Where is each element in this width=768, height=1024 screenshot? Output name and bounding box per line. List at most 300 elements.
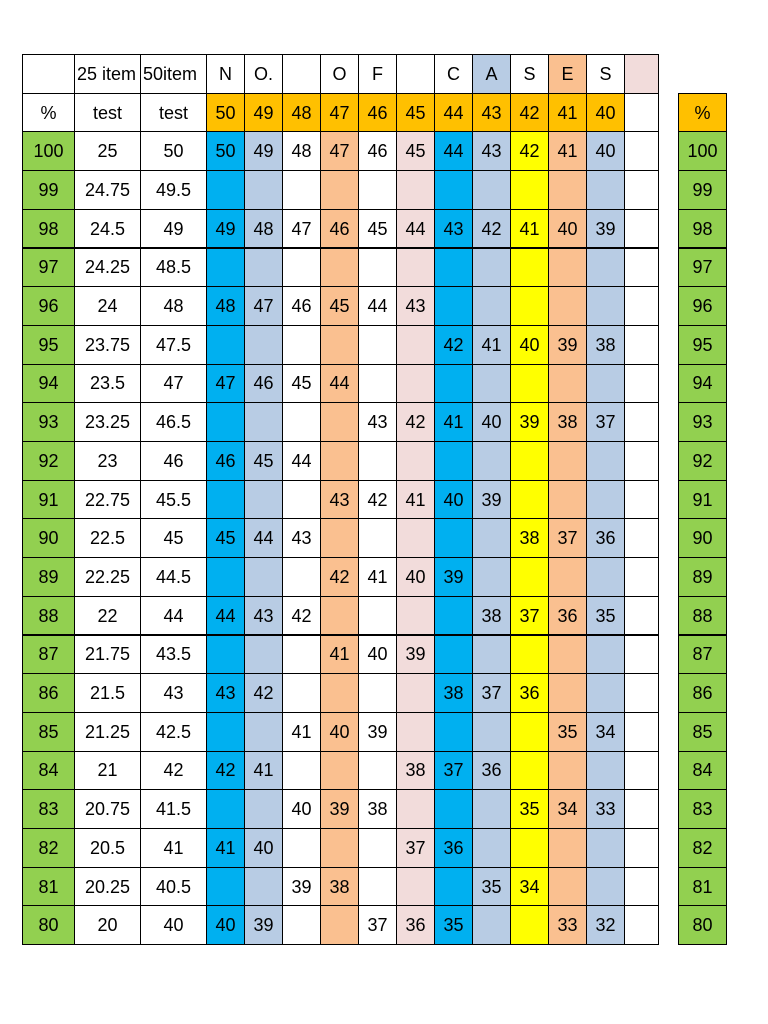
case-cell — [206, 402, 245, 442]
case-cell — [586, 480, 625, 520]
case-cell: 39 — [434, 557, 473, 597]
case-cell — [358, 828, 397, 868]
case-cell — [396, 248, 435, 288]
case-cell — [548, 867, 587, 907]
right-percent-cell: 100 — [678, 131, 727, 171]
case-cell — [548, 635, 587, 675]
case-cell — [510, 828, 549, 868]
case-cell: 42 — [244, 673, 283, 713]
case-cell: 49 — [206, 209, 245, 249]
right-percent-cell: 82 — [678, 828, 727, 868]
test50-cell: 42.5 — [140, 712, 207, 752]
percent-cell: 85 — [22, 712, 75, 752]
case-cell: 43 — [434, 209, 473, 249]
right-percent-cell: 83 — [678, 789, 727, 829]
subheader-cell: test — [140, 93, 207, 133]
spacer-cell — [624, 828, 659, 868]
test25-cell: 23.75 — [74, 325, 141, 365]
percent-cell: 87 — [22, 635, 75, 675]
test25-cell: 24.75 — [74, 170, 141, 210]
percent-cell: 93 — [22, 402, 75, 442]
case-cell: 38 — [434, 673, 473, 713]
case-cell: 44 — [282, 441, 321, 481]
spacer-cell — [624, 905, 659, 945]
case-cell — [548, 828, 587, 868]
case-cell — [244, 557, 283, 597]
case-cell — [586, 248, 625, 288]
case-cell — [510, 557, 549, 597]
case-cell: 36 — [472, 751, 511, 791]
right-percent-cell: 96 — [678, 286, 727, 326]
test50-cell: 44 — [140, 596, 207, 636]
case-cell: 46 — [244, 364, 283, 404]
case-cell: 37 — [586, 402, 625, 442]
case-cell: 35 — [586, 596, 625, 636]
case-cell: 39 — [510, 402, 549, 442]
percent-cell: 88 — [22, 596, 75, 636]
subheader-cell: 41 — [548, 93, 587, 133]
test25-cell: 23 — [74, 441, 141, 481]
right-percent-cell: 97 — [678, 248, 727, 288]
case-cell — [434, 596, 473, 636]
subheader-cell: 49 — [244, 93, 283, 133]
case-cell: 46 — [358, 131, 397, 171]
case-cell — [548, 480, 587, 520]
case-cell — [434, 364, 473, 404]
right-percent-cell: 84 — [678, 751, 727, 791]
case-cell: 42 — [396, 402, 435, 442]
case-cell — [320, 518, 359, 558]
case-cell — [282, 557, 321, 597]
case-cell — [510, 441, 549, 481]
case-cell — [282, 635, 321, 675]
case-cell — [510, 712, 549, 752]
case-cell: 41 — [396, 480, 435, 520]
case-cell: 40 — [472, 402, 511, 442]
case-cell: 40 — [510, 325, 549, 365]
case-cell — [510, 364, 549, 404]
case-cell: 40 — [548, 209, 587, 249]
subheader-cell: 43 — [472, 93, 511, 133]
header-cell: O. — [244, 54, 283, 94]
case-cell — [282, 828, 321, 868]
percent-cell: 94 — [22, 364, 75, 404]
case-cell: 32 — [586, 905, 625, 945]
case-cell — [396, 518, 435, 558]
case-cell — [244, 480, 283, 520]
case-cell — [548, 441, 587, 481]
case-cell — [320, 905, 359, 945]
spacer-cell — [624, 364, 659, 404]
test50-cell: 45.5 — [140, 480, 207, 520]
case-cell — [282, 248, 321, 288]
test50-cell: 44.5 — [140, 557, 207, 597]
case-cell — [510, 286, 549, 326]
case-cell — [548, 364, 587, 404]
case-cell: 38 — [510, 518, 549, 558]
case-cell: 50 — [206, 131, 245, 171]
case-cell: 44 — [206, 596, 245, 636]
case-cell — [434, 867, 473, 907]
test50-cell: 47 — [140, 364, 207, 404]
case-cell — [320, 751, 359, 791]
case-cell: 36 — [548, 596, 587, 636]
right-percent-cell: 95 — [678, 325, 727, 365]
case-cell — [586, 673, 625, 713]
case-cell — [472, 286, 511, 326]
case-cell — [206, 248, 245, 288]
case-cell: 44 — [396, 209, 435, 249]
case-cell: 40 — [244, 828, 283, 868]
case-cell: 48 — [206, 286, 245, 326]
case-cell: 43 — [282, 518, 321, 558]
subheader-cell: 44 — [434, 93, 473, 133]
right-percent-cell: 89 — [678, 557, 727, 597]
case-cell: 44 — [358, 286, 397, 326]
test25-cell: 23.5 — [74, 364, 141, 404]
case-cell — [396, 325, 435, 365]
case-cell — [434, 248, 473, 288]
case-cell: 39 — [396, 635, 435, 675]
case-cell — [434, 170, 473, 210]
case-cell: 35 — [434, 905, 473, 945]
case-cell: 44 — [244, 518, 283, 558]
case-cell: 40 — [320, 712, 359, 752]
percent-cell: 96 — [22, 286, 75, 326]
spacer-cell — [624, 751, 659, 791]
case-cell — [586, 828, 625, 868]
case-cell: 45 — [320, 286, 359, 326]
case-cell: 39 — [586, 209, 625, 249]
case-cell — [472, 170, 511, 210]
spacer-cell — [624, 480, 659, 520]
case-cell — [358, 248, 397, 288]
case-cell — [358, 518, 397, 558]
case-cell: 34 — [510, 867, 549, 907]
case-cell — [206, 325, 245, 365]
case-cell: 44 — [320, 364, 359, 404]
case-cell: 43 — [396, 286, 435, 326]
case-cell — [396, 789, 435, 829]
case-cell — [510, 751, 549, 791]
spacer-cell — [624, 596, 659, 636]
case-cell — [358, 867, 397, 907]
case-cell — [472, 712, 511, 752]
header-cell: E — [548, 54, 587, 94]
test50-cell: 48 — [140, 286, 207, 326]
spacer-cell — [624, 170, 659, 210]
header-cell: O — [320, 54, 359, 94]
header-cell: 25 item — [74, 54, 141, 94]
case-cell: 44 — [434, 131, 473, 171]
case-cell: 45 — [396, 131, 435, 171]
test25-cell: 24.25 — [74, 248, 141, 288]
case-cell — [510, 905, 549, 945]
spacer-cell — [624, 325, 659, 365]
header-cell: F — [358, 54, 397, 94]
header-cell: S — [510, 54, 549, 94]
spacer-cell — [624, 131, 659, 171]
case-cell: 34 — [586, 712, 625, 752]
case-cell — [358, 673, 397, 713]
case-cell — [244, 789, 283, 829]
case-cell — [396, 673, 435, 713]
case-cell — [434, 635, 473, 675]
right-percent-cell: 87 — [678, 635, 727, 675]
test25-cell: 21 — [74, 751, 141, 791]
case-cell — [548, 557, 587, 597]
right-percent-cell: 92 — [678, 441, 727, 481]
case-cell: 47 — [282, 209, 321, 249]
percent-cell: 91 — [22, 480, 75, 520]
subheader-cell: 45 — [396, 93, 435, 133]
case-cell: 40 — [396, 557, 435, 597]
case-cell: 43 — [206, 673, 245, 713]
percent-cell: 80 — [22, 905, 75, 945]
right-percent-cell: 81 — [678, 867, 727, 907]
case-cell — [548, 170, 587, 210]
case-cell — [586, 557, 625, 597]
case-cell — [244, 712, 283, 752]
case-cell — [358, 364, 397, 404]
percent-cell: 97 — [22, 248, 75, 288]
header-cell — [22, 54, 75, 94]
case-cell — [586, 867, 625, 907]
test25-cell: 20.25 — [74, 867, 141, 907]
case-cell: 39 — [472, 480, 511, 520]
case-cell: 47 — [320, 131, 359, 171]
case-cell — [320, 402, 359, 442]
case-cell — [206, 789, 245, 829]
test25-cell: 21.25 — [74, 712, 141, 752]
case-cell — [320, 673, 359, 713]
test25-cell: 21.75 — [74, 635, 141, 675]
case-cell — [320, 596, 359, 636]
case-cell: 40 — [206, 905, 245, 945]
test25-cell: 20.5 — [74, 828, 141, 868]
case-cell — [282, 170, 321, 210]
case-cell — [586, 286, 625, 326]
percent-cell: 84 — [22, 751, 75, 791]
case-cell — [510, 480, 549, 520]
test50-cell: 46.5 — [140, 402, 207, 442]
case-cell — [320, 325, 359, 365]
case-cell — [434, 712, 473, 752]
case-cell — [358, 325, 397, 365]
header-cell: A — [472, 54, 511, 94]
case-cell: 49 — [244, 131, 283, 171]
case-cell: 41 — [244, 751, 283, 791]
case-cell — [586, 364, 625, 404]
case-cell: 36 — [586, 518, 625, 558]
case-cell: 37 — [548, 518, 587, 558]
case-cell — [434, 286, 473, 326]
case-cell — [548, 673, 587, 713]
percent-cell: 90 — [22, 518, 75, 558]
case-cell — [320, 441, 359, 481]
case-cell — [282, 402, 321, 442]
case-cell: 42 — [282, 596, 321, 636]
percent-cell: 100 — [22, 131, 75, 171]
case-cell: 37 — [358, 905, 397, 945]
case-cell: 40 — [282, 789, 321, 829]
spacer-cell — [624, 789, 659, 829]
case-cell: 41 — [510, 209, 549, 249]
header-cell: S — [586, 54, 625, 94]
subheader-cell: 47 — [320, 93, 359, 133]
spacer-cell — [624, 557, 659, 597]
subheader-cell: 48 — [282, 93, 321, 133]
case-cell — [396, 441, 435, 481]
test50-cell: 46 — [140, 441, 207, 481]
case-cell — [472, 441, 511, 481]
case-cell — [396, 596, 435, 636]
case-cell: 39 — [358, 712, 397, 752]
test25-cell: 24.5 — [74, 209, 141, 249]
test25-cell: 22.75 — [74, 480, 141, 520]
case-cell: 43 — [244, 596, 283, 636]
case-cell — [320, 170, 359, 210]
case-cell — [472, 828, 511, 868]
test25-cell: 22.5 — [74, 518, 141, 558]
case-cell: 35 — [548, 712, 587, 752]
test50-cell: 40.5 — [140, 867, 207, 907]
case-cell — [548, 286, 587, 326]
case-cell: 45 — [282, 364, 321, 404]
case-cell: 35 — [510, 789, 549, 829]
case-cell: 47 — [206, 364, 245, 404]
test25-cell: 22 — [74, 596, 141, 636]
case-cell — [586, 635, 625, 675]
right-percent-header: % — [678, 93, 727, 133]
case-cell — [282, 673, 321, 713]
right-percent-cell: 91 — [678, 480, 727, 520]
case-cell — [472, 635, 511, 675]
test50-cell: 42 — [140, 751, 207, 791]
spacer-cell — [624, 635, 659, 675]
case-cell: 42 — [358, 480, 397, 520]
case-cell — [510, 170, 549, 210]
spacer-cell — [624, 402, 659, 442]
subheader-cell: 42 — [510, 93, 549, 133]
case-cell: 42 — [320, 557, 359, 597]
case-cell — [510, 248, 549, 288]
right-percent-cell: 98 — [678, 209, 727, 249]
right-percent-cell: 99 — [678, 170, 727, 210]
case-cell — [472, 789, 511, 829]
case-cell — [472, 364, 511, 404]
case-cell — [244, 867, 283, 907]
case-cell: 34 — [548, 789, 587, 829]
case-cell: 45 — [358, 209, 397, 249]
case-cell — [434, 441, 473, 481]
case-cell: 38 — [548, 402, 587, 442]
case-cell: 39 — [282, 867, 321, 907]
case-cell: 38 — [472, 596, 511, 636]
case-cell — [282, 905, 321, 945]
case-cell: 46 — [206, 441, 245, 481]
test50-cell: 41 — [140, 828, 207, 868]
case-cell: 41 — [358, 557, 397, 597]
header-cell: 50item — [140, 54, 207, 94]
percent-cell: 89 — [22, 557, 75, 597]
spacer-cell — [624, 712, 659, 752]
case-cell: 43 — [358, 402, 397, 442]
percent-cell: 95 — [22, 325, 75, 365]
case-cell: 41 — [548, 131, 587, 171]
case-cell: 36 — [510, 673, 549, 713]
subheader-cell: 40 — [586, 93, 625, 133]
case-cell — [282, 325, 321, 365]
case-cell: 39 — [548, 325, 587, 365]
case-cell — [396, 170, 435, 210]
spacer-cell — [624, 209, 659, 249]
spacer-cell — [624, 286, 659, 326]
subheader-cell: % — [22, 93, 75, 133]
case-cell — [510, 635, 549, 675]
case-cell — [244, 635, 283, 675]
right-percent-cell: 93 — [678, 402, 727, 442]
case-cell: 41 — [320, 635, 359, 675]
spacer-cell — [624, 441, 659, 481]
case-cell: 43 — [472, 131, 511, 171]
case-cell — [358, 596, 397, 636]
header-cell: C — [434, 54, 473, 94]
case-cell: 38 — [396, 751, 435, 791]
case-cell: 42 — [434, 325, 473, 365]
percent-cell: 86 — [22, 673, 75, 713]
spacer-cell — [624, 673, 659, 713]
case-cell — [472, 518, 511, 558]
case-cell — [434, 789, 473, 829]
percent-cell: 81 — [22, 867, 75, 907]
spacer-cell — [624, 518, 659, 558]
case-cell — [244, 402, 283, 442]
right-percent-cell: 88 — [678, 596, 727, 636]
case-cell — [206, 480, 245, 520]
subheader-cell — [624, 93, 659, 133]
case-cell: 41 — [434, 402, 473, 442]
case-cell: 40 — [434, 480, 473, 520]
case-cell: 33 — [548, 905, 587, 945]
percent-cell: 83 — [22, 789, 75, 829]
case-cell — [396, 867, 435, 907]
header-cell: N — [206, 54, 245, 94]
case-cell: 38 — [358, 789, 397, 829]
test50-cell: 41.5 — [140, 789, 207, 829]
case-cell: 41 — [206, 828, 245, 868]
right-percent-cell: 85 — [678, 712, 727, 752]
subheader-cell: test — [74, 93, 141, 133]
subheader-cell: 50 — [206, 93, 245, 133]
test25-cell: 21.5 — [74, 673, 141, 713]
case-cell: 41 — [282, 712, 321, 752]
percent-cell: 92 — [22, 441, 75, 481]
case-cell — [472, 557, 511, 597]
case-cell: 40 — [358, 635, 397, 675]
case-cell: 37 — [396, 828, 435, 868]
case-cell — [586, 170, 625, 210]
case-cell: 39 — [244, 905, 283, 945]
case-cell — [586, 751, 625, 791]
case-cell — [282, 751, 321, 791]
spacer-cell — [624, 248, 659, 288]
case-cell: 42 — [472, 209, 511, 249]
case-cell: 33 — [586, 789, 625, 829]
percent-cell: 82 — [22, 828, 75, 868]
case-cell — [320, 248, 359, 288]
test50-cell: 43 — [140, 673, 207, 713]
